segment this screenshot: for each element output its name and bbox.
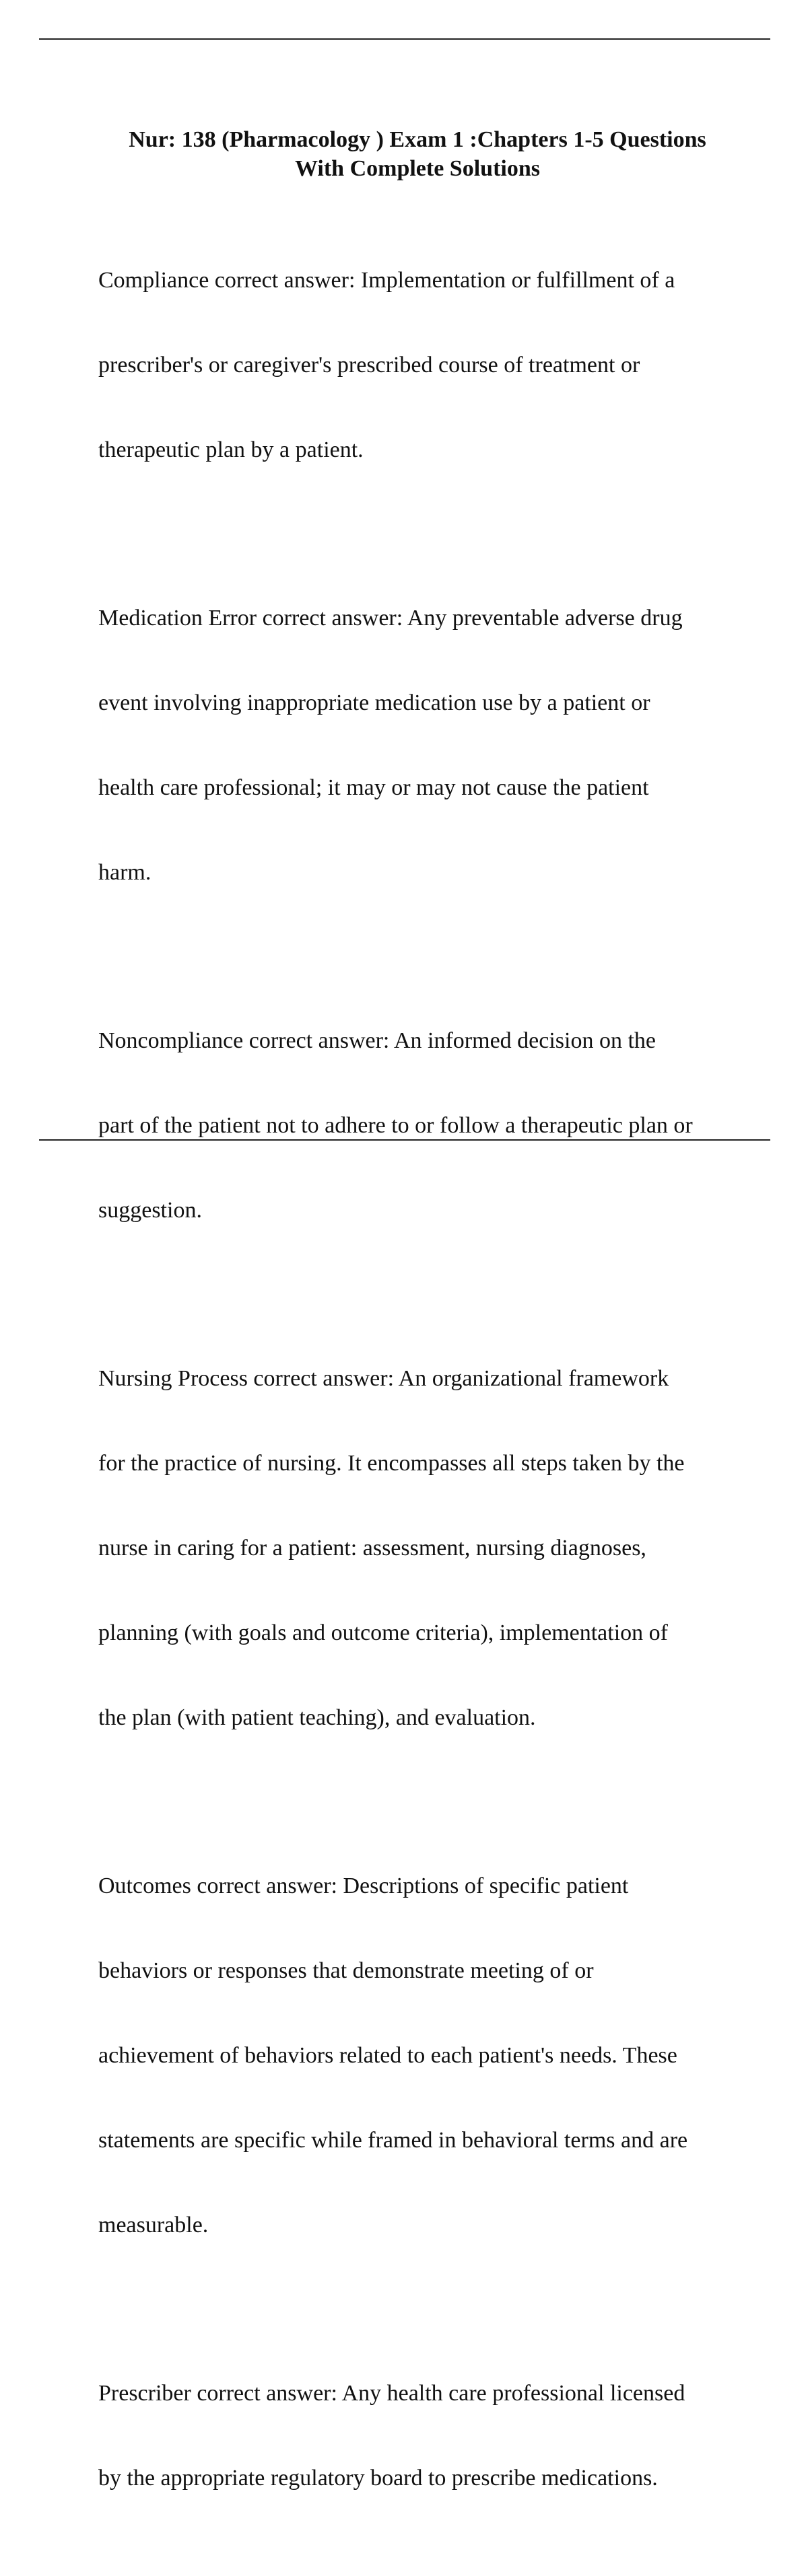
- entry-line: event involving inappropriate medication use by a patient or: [98, 690, 650, 715]
- entry-outcomes: [98, 1816, 745, 2296]
- entry-line: statements are specific while framed in behavioral terms and are: [98, 2128, 688, 2153]
- entry-line: measurable.: [98, 2213, 209, 2238]
- entry-line: the plan (with patient teaching), and evaluation.: [98, 1705, 536, 1730]
- entry-nursing-process: [98, 1308, 745, 1789]
- entry-noncompliance: [98, 970, 745, 1281]
- entry-line: Medication Error correct answer: Any preventable adverse drug: [98, 606, 683, 631]
- entry-prescriber: [98, 2323, 745, 2549]
- definition-list: [98, 210, 745, 2576]
- entry-line: behaviors or responses that demonstrate meeting of or: [98, 1958, 594, 1983]
- entry-line: harm.: [98, 860, 152, 885]
- entry-line: therapeutic plan by a patient.: [98, 437, 364, 462]
- entry-line: planning (with goals and outcome criteria), implementation of: [98, 1620, 668, 1645]
- entry-line: Outcomes correct answer: Descriptions of specific patient: [98, 1873, 629, 1898]
- entry-line: Nursing Process correct answer: An organizational framework: [98, 1366, 669, 1391]
- entry-line: Noncompliance correct answer: An informed decision on the: [98, 1028, 656, 1053]
- top-rule: [39, 38, 770, 40]
- entry-line: by the appropriate regulatory board to prescribe medications.: [98, 2466, 658, 2491]
- document-title: [94, 125, 741, 183]
- entry-compliance: [98, 210, 745, 521]
- entry-line: health care professional; it may or may not cause the patient: [98, 775, 649, 800]
- entry-medication-error: [98, 548, 745, 943]
- title-line-1: Nur: 138 (Pharmacology ) Exam 1 :Chapters 1-5 Questions: [129, 127, 706, 152]
- entry-line: prescriber's or caregiver's prescribed course of treatment or: [98, 353, 640, 378]
- entry-line: Prescriber correct answer: Any health care professional licensed: [98, 2381, 685, 2406]
- entry-line: for the practice of nursing. It encompasses all steps taken by the: [98, 1451, 685, 1476]
- entry-line: achievement of behaviors related to each patient's needs. These: [98, 2043, 677, 2068]
- bottom-rule: [39, 1139, 770, 1141]
- entry-line: nurse in caring for a patient: assessment, nursing diagnoses,: [98, 1536, 646, 1561]
- title-line-2: With Complete Solutions: [295, 156, 540, 181]
- entry-line: Compliance correct answer: Implementation or fulfillment of a: [98, 268, 675, 293]
- entry-line: suggestion.: [98, 1198, 202, 1223]
- entry-line: part of the patient not to adhere to or follow a therapeutic plan or: [98, 1113, 693, 1138]
